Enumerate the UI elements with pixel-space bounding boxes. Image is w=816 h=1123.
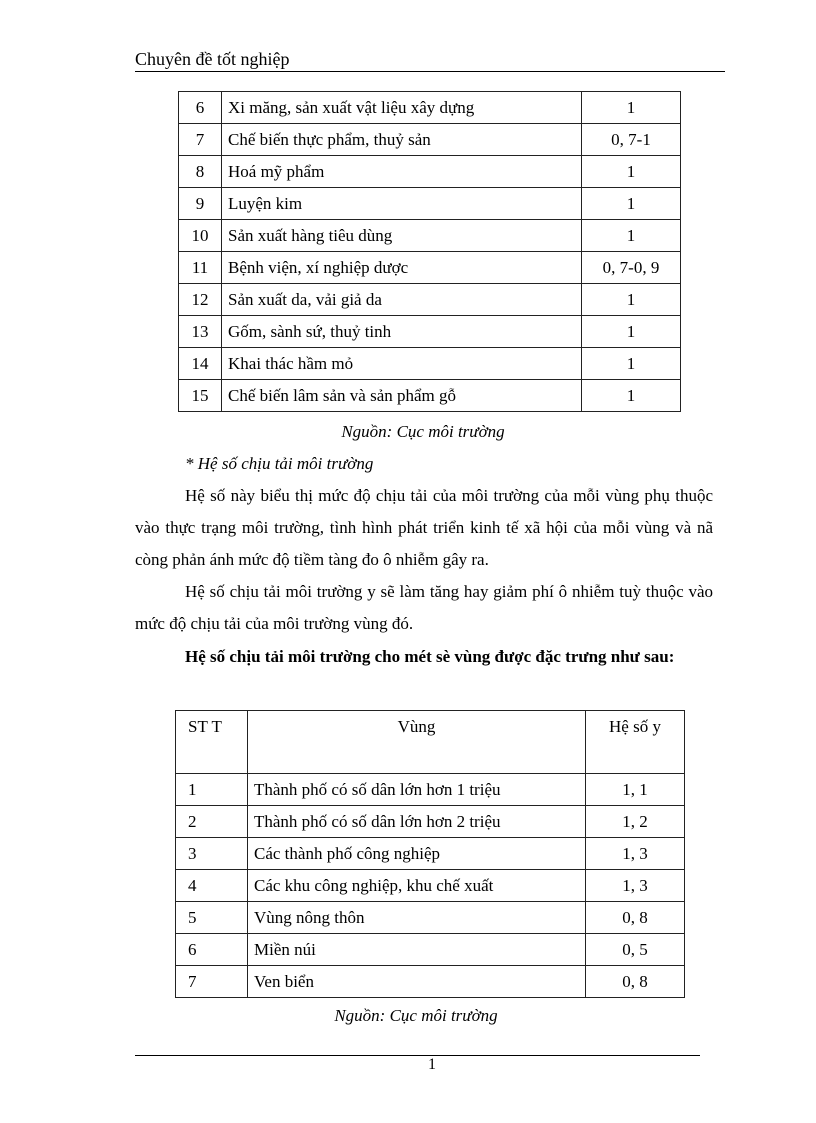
cell-name: Chế biến thực phẩm, thuỷ sản [222,124,582,156]
table1-source: Nguồn: Cục môi trường [341,422,505,441]
cell-name: Các khu công nghiệp, khu chế xuất [248,870,586,902]
cell-index: 6 [179,92,222,124]
table-row [179,220,681,252]
cell-name: Bệnh viện, xí nghiệp dược [222,252,582,284]
table-row [179,316,681,348]
cell-index: 2 [176,806,248,838]
cell-index: 7 [179,124,222,156]
cell-name: Chế biến lâm sản và sản phẩm gỗ [222,380,582,412]
cell-name: Sản xuất da, vải giả da [222,284,582,316]
cell-value: 1, 1 [586,774,685,806]
cell-name: Thành phố có số dân lớn hơn 2 triệu [248,806,586,838]
cell-name: Miền núi [248,934,586,966]
paragraph-1: Hệ số này biểu thị mức độ chịu tải của môi trường của mỗi vùng phụ thuộc vào thực trạng môi trường, tình hình phát triển kinh tế xã hội của mỗi vùng và nã còng phản ánh mức độ tiềm tàng đo ô nhiễm gây ra. [135,486,713,569]
table-row [179,284,681,316]
table-row [176,774,685,806]
cell-index: 9 [179,188,222,220]
cell-value: 0, 8 [586,902,685,934]
cell-index: 4 [176,870,248,902]
table-row [179,188,681,220]
cell-value: 1, 2 [586,806,685,838]
cell-index: 12 [179,284,222,316]
cell-value: 0, 5 [586,934,685,966]
paragraph-2: Hệ số chịu tải môi trường y sẽ làm tăng hay giảm phí ô nhiễm tuỳ thuộc vào mức độ chịu tải của môi trường vùng đó. [135,582,713,633]
header-stt: ST T [176,711,248,774]
cell-value: 1 [582,380,681,412]
header-factor: Hệ số y [586,711,685,774]
cell-index: 6 [176,934,248,966]
region-factor-table [175,710,685,998]
table2-source: Nguồn: Cục môi trường [334,1006,498,1025]
cell-name: Gốm, sành sứ, thuỷ tinh [222,316,582,348]
cell-index: 8 [179,156,222,188]
cell-name: Sản xuất hàng tiêu dùng [222,220,582,252]
cell-value: 1 [582,156,681,188]
table-row [176,966,685,998]
cell-index: 5 [176,902,248,934]
bold-heading: Hệ số chịu tải môi trường cho mét sè vùng được đặc trưng như sau: [185,647,675,666]
table-row [176,870,685,902]
table-row [179,380,681,412]
cell-name: Ven biển [248,966,586,998]
header-region: Vùng [248,711,586,774]
cell-value: 0, 7-0, 9 [582,252,681,284]
cell-value: 1 [582,92,681,124]
cell-value: 1 [582,188,681,220]
pollution-factor-table [178,91,681,412]
table-row [176,838,685,870]
running-header: Chuyên đề tốt nghiệp [135,49,290,69]
cell-index: 7 [176,966,248,998]
cell-value: 1 [582,284,681,316]
page-number: 1 [428,1056,436,1073]
cell-index: 3 [176,838,248,870]
cell-name: Hoá mỹ phẩm [222,156,582,188]
table-row [176,934,685,966]
table-row [179,156,681,188]
cell-value: 0, 7-1 [582,124,681,156]
cell-name: Vùng nông thôn [248,902,586,934]
cell-value: 1 [582,348,681,380]
cell-index: 11 [179,252,222,284]
table-row [179,348,681,380]
header-divider [135,71,725,72]
subheading: * Hệ số chịu tải môi trường [185,454,374,473]
cell-name: Luyện kim [222,188,582,220]
cell-name: Các thành phố công nghiệp [248,838,586,870]
table-row [176,806,685,838]
table-row [179,124,681,156]
table-row [176,902,685,934]
table-row [179,252,681,284]
cell-index: 13 [179,316,222,348]
cell-name: Xi măng, sản xuất vật liệu xây dựng [222,92,582,124]
cell-index: 1 [176,774,248,806]
footer-divider [135,1055,700,1056]
cell-value: 1 [582,220,681,252]
cell-value: 0, 8 [586,966,685,998]
cell-value: 1, 3 [586,870,685,902]
cell-index: 14 [179,348,222,380]
cell-index: 15 [179,380,222,412]
cell-name: Thành phố có số dân lớn hơn 1 triệu [248,774,586,806]
cell-value: 1, 3 [586,838,685,870]
cell-value: 1 [582,316,681,348]
table-header-row [176,711,685,774]
cell-name: Khai thác hầm mỏ [222,348,582,380]
table-row [179,92,681,124]
cell-index: 10 [179,220,222,252]
